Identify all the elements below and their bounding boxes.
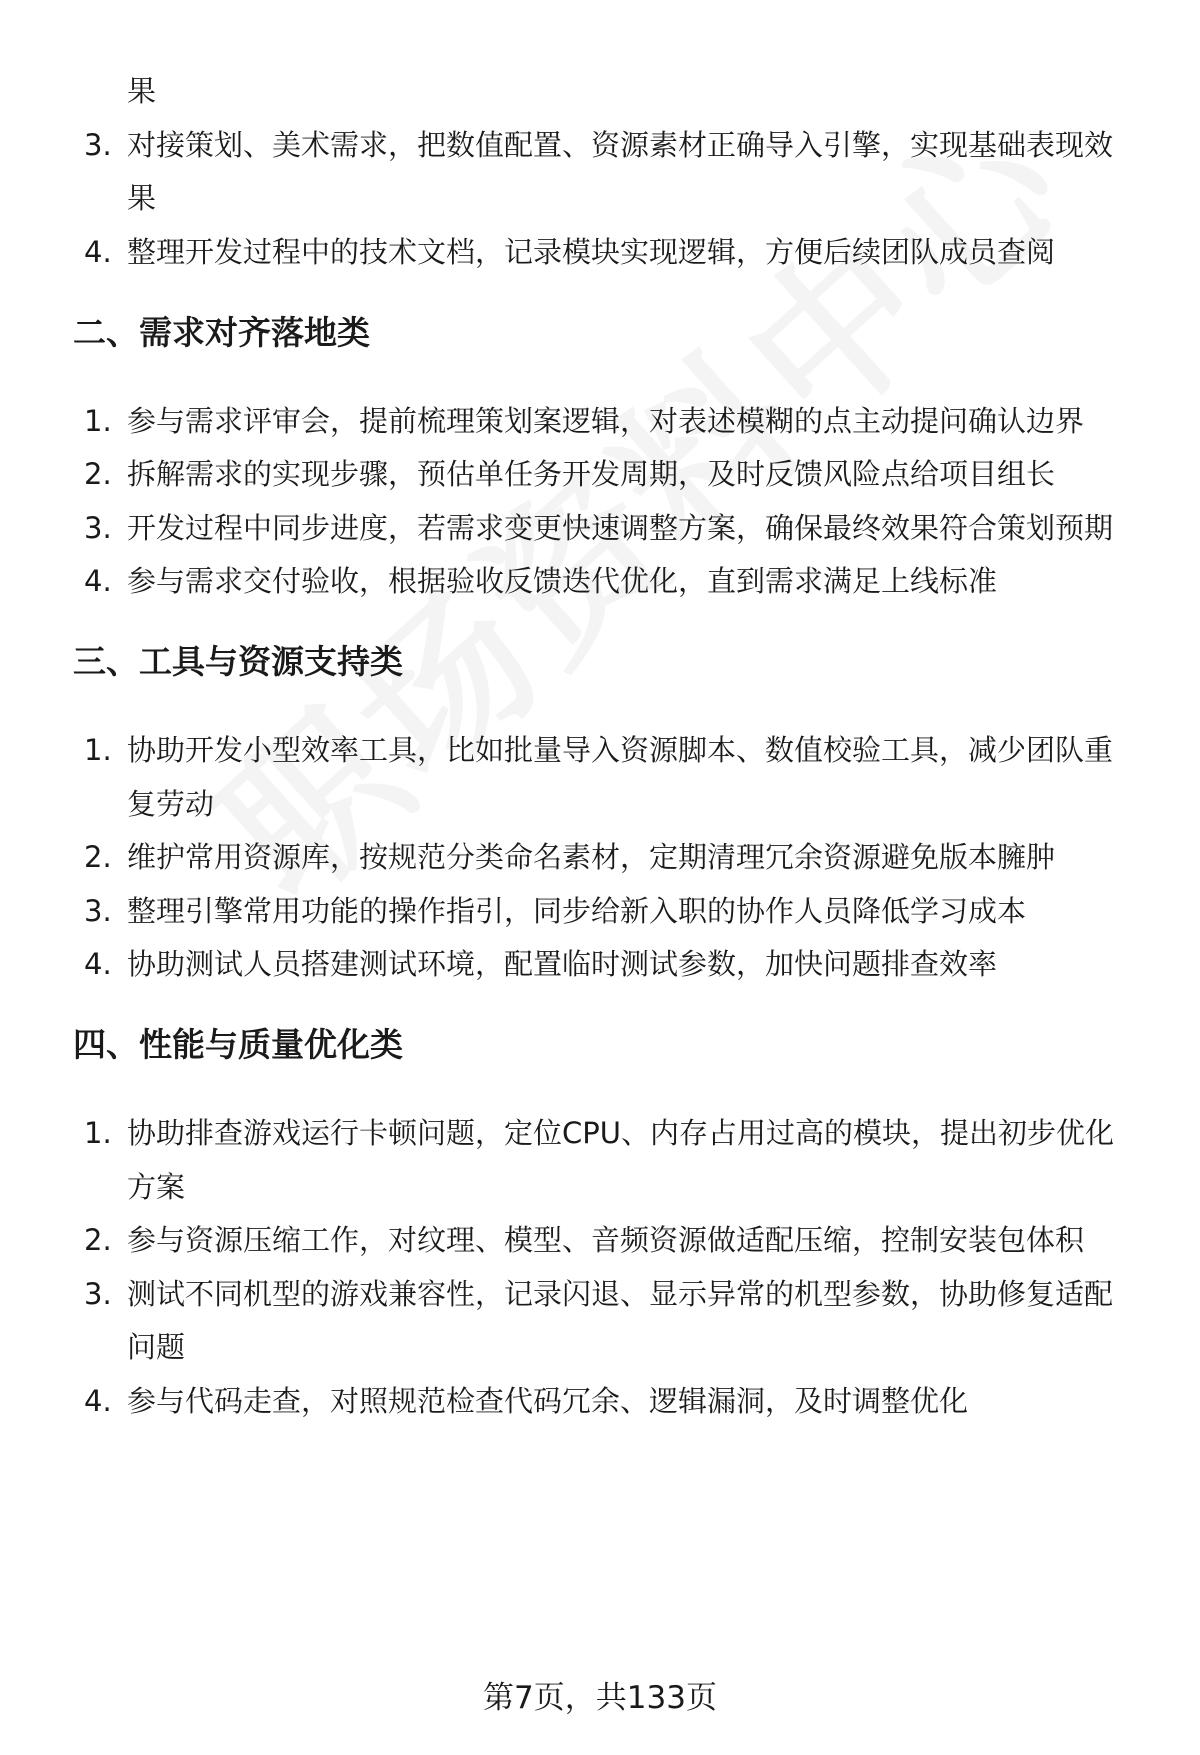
list-item-text: 果: [127, 74, 157, 108]
list-item-text: 维护常用资源库，按规范分类命名素材，定期清理冗余资源避免版本臃肿: [127, 840, 1056, 874]
list-item-number: 2.: [84, 457, 112, 491]
list-item-text: 复劳动: [127, 786, 215, 821]
list-item-text: 整理引擎常用功能的操作指引，同步给新入职的协作人员降低学习成本: [127, 893, 1027, 928]
list-item-number: 4.: [84, 564, 112, 598]
list-item-text: 参与需求评审会，提前梳理策划案逻辑，对表述模糊的点主动提问确认边界: [127, 403, 1085, 438]
list-item-number: 1.: [84, 733, 112, 767]
list-item-number: 3.: [84, 893, 112, 928]
list-item-number: 2.: [84, 1223, 112, 1257]
list-item-number: 2.: [84, 840, 112, 874]
list-item-number: 3.: [84, 1276, 112, 1311]
section-heading: 四、性能与质量优化类: [73, 1025, 403, 1064]
list-item-number: 4.: [84, 234, 112, 269]
list-item-text: 开发过程中同步进度，若需求变更快速调整方案，确保最终效果符合策划预期: [127, 510, 1114, 545]
list-item-text: 参与需求交付验收，根据验收反馈迭代优化，直到需求满足上线标准: [127, 564, 998, 598]
list-item-number: 3.: [84, 510, 112, 545]
list-item-text: 整理开发过程中的技术文档，记录模块实现逻辑，方便后续团队成员查阅: [127, 234, 1056, 269]
list-item-text: 参与代码走查，对照规范检查代码冗余、逻辑漏洞，及时调整优化: [127, 1383, 969, 1418]
list-item-text: 协助排查游戏运行卡顿问题，定位CPU、内存占用过高的模块，提出初步优化: [127, 1116, 1114, 1150]
section-heading: 三、工具与资源支持类: [73, 642, 403, 681]
list-item-number: 3.: [84, 127, 112, 162]
list-item-text: 测试不同机型的游戏兼容性，记录闪退、显示异常的机型参数，协助修复适配: [127, 1276, 1114, 1311]
page-footer: 第7页，共133页: [483, 1680, 717, 1716]
list-item-text: 问题: [127, 1330, 186, 1364]
list-item-number: 1.: [84, 403, 112, 438]
list-item-text: 果: [127, 181, 157, 215]
list-item-text: 参与资源压缩工作，对纹理、模型、音频资源做适配压缩，控制安装包体积: [127, 1223, 1085, 1257]
list-item-text: 协助测试人员搭建测试环境，配置临时测试参数，加快问题排查效率: [127, 947, 998, 981]
list-item-number: 4.: [84, 1383, 112, 1418]
list-item-number: 1.: [84, 1116, 112, 1150]
section-heading: 二、需求对齐落地类: [73, 312, 370, 352]
list-item-text: 协助开发小型效率工具，比如批量导入资源脚本、数值校验工具，减少团队重: [127, 733, 1114, 767]
list-item-text: 拆解需求的实现步骤，预估单任务开发周期，及时反馈风险点给项目组长: [127, 457, 1056, 491]
list-item-number: 4.: [84, 947, 112, 981]
list-item-text: 对接策划、美术需求，把数值配置、资源素材正确导入引擎，实现基础表现效: [127, 127, 1114, 162]
list-item-text: 方案: [127, 1169, 186, 1204]
